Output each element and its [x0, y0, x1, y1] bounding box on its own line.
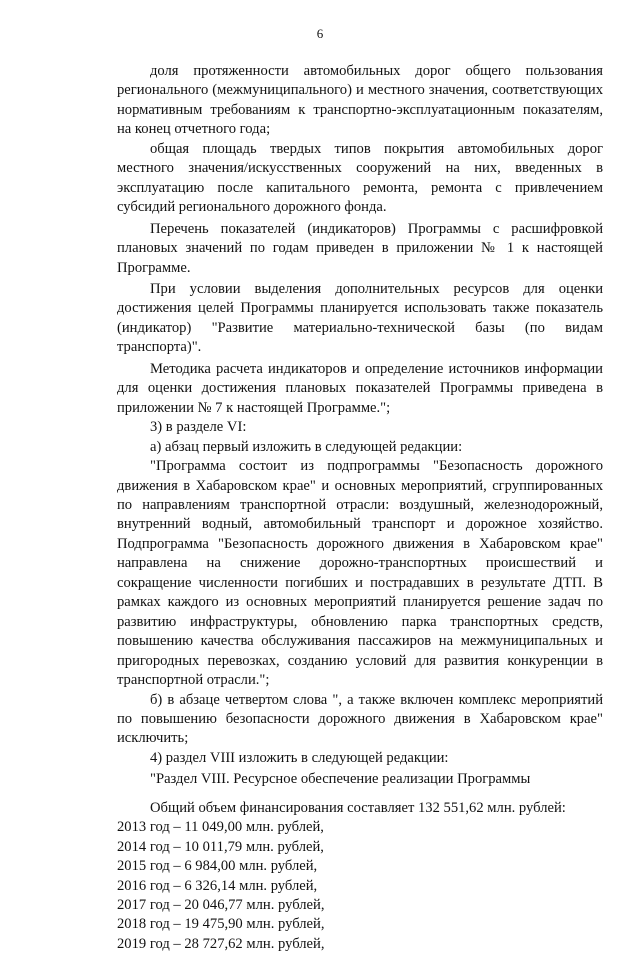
- paragraph-program-structure: "Программа состоит из подпрограммы "Безопасность дорожного движения в Хабаровском крае" и основных мероприятий, сгруппированных по направлениям транспортной отрасли: воздушный, железнодорожный, внутренний водный, автомобильный транспорт и дорожное хозяйство. Подпрограмма "Безопасность дорожного движения в Хабаровском крае" направлена на снижение дорожно-транспортных происшествий и сокращение численности погибших и пострадавших в результате ДТП. В рамках каждого из основных мероприятий планируется решение задач по развитию инфраструктуры, обновлению парка транспортных средств, повышению качества обслуживания пассажиров на межмуниципальных и пригородных перевозках, созданию условий для развития конкуренции в транспортной отрасли.";: [117, 458, 603, 689]
- list-item: 2013 год – 11 049,00 млн. рублей,: [117, 819, 324, 836]
- list-item: 2017 год – 20 046,77 млн. рублей,: [117, 897, 325, 914]
- list-item: 2015 год – 6 984,00 млн. рублей,: [117, 858, 318, 875]
- list-item: 2014 год – 10 011,79 млн. рублей,: [117, 838, 324, 855]
- document-body: [117, 62, 603, 954]
- paragraph-item-a: а) абзац первый изложить в следующей редакции:: [150, 438, 463, 455]
- paragraph-indicator-road-area: общая площадь твердых типов покрытия автомобильных дорог местного значения/искусственных сооружений на них, введенных в эксплуатацию после капитального ремонта, ремонта с привлечением субсидий регионального дорожного фонда.: [117, 140, 603, 216]
- paragraph-item-b: б) в абзаце четвертом слова ", а также включен комплекс мероприятий по повышению безопасности дорожного движения в Хабаровском крае" исключить;: [117, 691, 603, 747]
- paragraph-indicator-road-share: доля протяженности автомобильных дорог общего пользования регионального (межмуниципального) и местного значения, соответствующих нормативным требованиям к транспортно-эксплуатационным показателям, на конец отчетного года;: [117, 63, 603, 138]
- paragraph-additional-indicator: При условии выделения дополнительных ресурсов для оценки достижения целей Программы планируется использовать также показатель (индикатор) "Развитие материально-технической базы (по видам транспорта)".: [117, 280, 603, 356]
- list-item: 2018 год – 19 475,90 млн. рублей,: [117, 916, 325, 933]
- paragraph-indicator-list: Перечень показателей (индикаторов) Программы с расшифровкой плановых значений по годам приведен в приложении № 1 к настоящей Программе.: [117, 220, 603, 276]
- paragraph-methodology: Методика расчета индикаторов и определение источников информации для оценки достижения плановых показателей Программы приведена в приложении № 7 к настоящей Программе.";: [117, 360, 603, 416]
- page-number: 6: [316, 26, 324, 41]
- list-item: 2019 год – 28 727,62 млн. рублей,: [117, 935, 325, 952]
- section-viii-heading: "Раздел VIII. Ресурсное обеспечение реализации Программы: [150, 771, 531, 788]
- list-item: 2016 год – 6 326,14 млн. рублей,: [117, 877, 318, 894]
- financing-by-year-list: [117, 818, 603, 954]
- paragraph-section-viii: 4) раздел VIII изложить в следующей редакции:: [150, 749, 449, 766]
- paragraph-section-vi: 3) в разделе VI:: [150, 419, 247, 436]
- paragraph-total-financing: Общий объем финансирования составляет 132 551,62 млн. рублей:: [150, 799, 566, 816]
